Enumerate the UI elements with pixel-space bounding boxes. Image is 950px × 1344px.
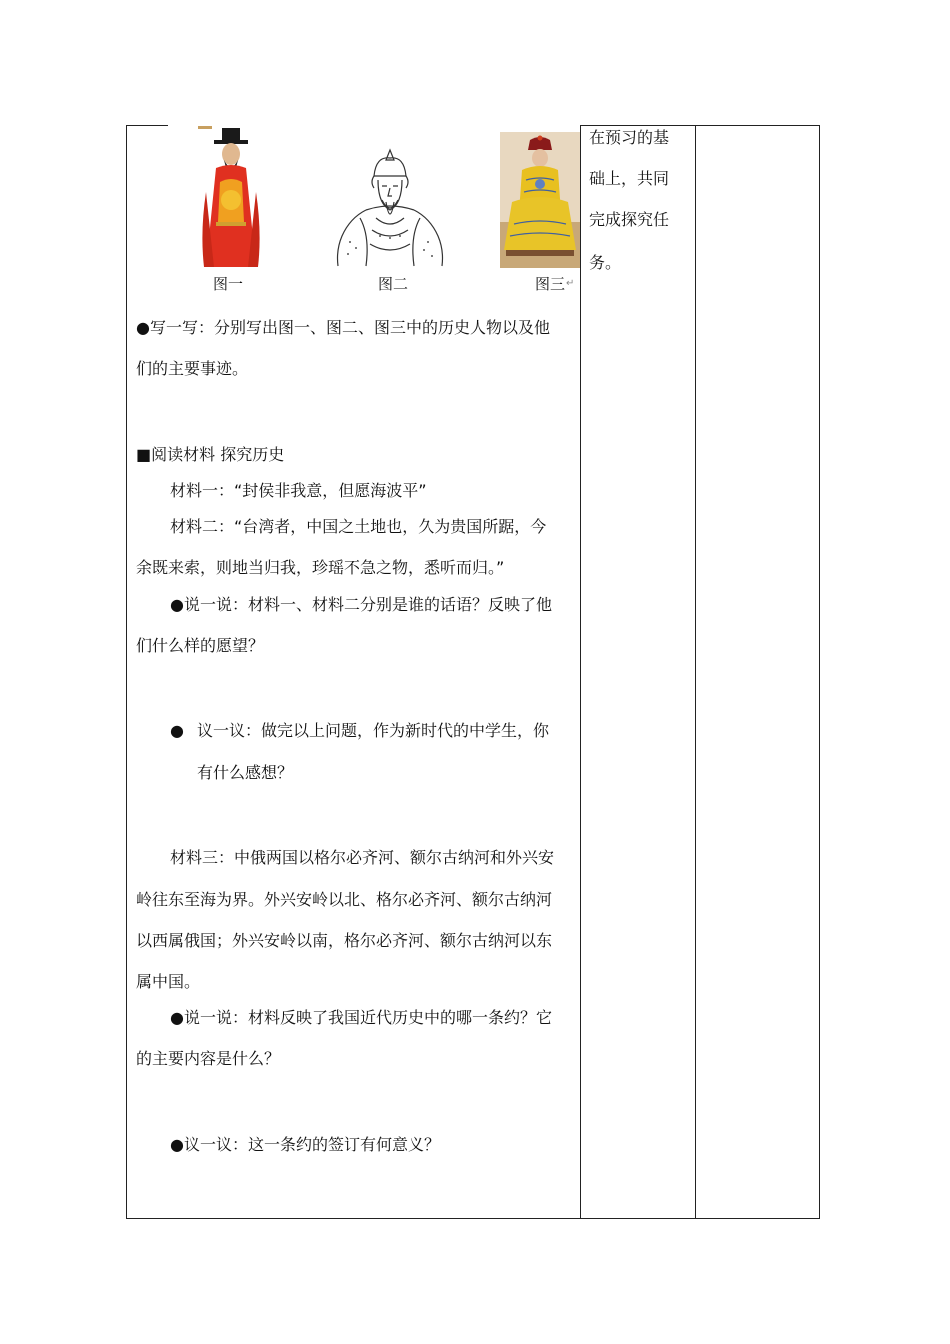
question-say-1-line-2: 们什么样的愿望？ xyxy=(136,636,265,655)
discuss-1-bullet: ● xyxy=(170,721,184,740)
material-3-line-4: 属中国。 xyxy=(136,972,201,991)
col2-line-3: 完成探究任 xyxy=(589,210,670,229)
table-divider-2 xyxy=(695,125,696,1219)
table-border-top-left xyxy=(126,125,168,126)
figure-2-drawing xyxy=(330,146,450,268)
section-heading: ■阅读材料 探究历史 xyxy=(136,445,285,464)
col2-line-1: 在预习的基 xyxy=(589,128,670,147)
figure-1-caption: 图一 xyxy=(213,275,244,293)
discuss-1-line-1: 议一议：做完以上问题，作为新时代的中学生，你 xyxy=(197,721,550,740)
table-border-right xyxy=(819,125,820,1219)
figure-2-caption: 图二 xyxy=(378,275,409,293)
question-say-2-line-2: 的主要内容是什么？ xyxy=(136,1049,281,1068)
figure-3-portrait xyxy=(500,132,580,268)
discuss-2: ●议一议：这一条约的签订有何意义？ xyxy=(170,1135,440,1154)
material-3-line-1: 材料三：中俄两国以格尔必齐河、额尔古纳河和外兴安 xyxy=(170,848,555,867)
table-border-top-right xyxy=(580,125,820,126)
material-2-line-1: 材料二：“台湾者，中国之土地也，久为贵国所踞，今 xyxy=(170,517,547,536)
figure-3-caption: 图三 xyxy=(535,275,566,293)
question-say-1-line-1: ●说一说：材料一、材料二分别是谁的话语？反映了他 xyxy=(170,595,552,614)
return-mark-icon: ↵ xyxy=(566,278,575,289)
table-divider-1 xyxy=(580,125,581,1219)
table-border-bottom xyxy=(126,1218,820,1219)
material-3-line-2: 岭往东至海为界。外兴安岭以北、格尔必齐河、额尔古纳河 xyxy=(136,890,553,909)
col2-line-2: 础上，共同 xyxy=(589,169,670,188)
discuss-1-line-2: 有什么感想？ xyxy=(197,763,294,782)
table-border-left xyxy=(126,125,127,1219)
question-say-2-line-1: ●说一说：材料反映了我国近代历史中的哪一条约？它 xyxy=(170,1008,552,1027)
figure-1-portrait xyxy=(190,122,270,272)
material-1: 材料一：“封侯非我意，但愿海波平” xyxy=(170,481,427,500)
material-2-line-2: 余既来索，则地当归我，珍瑶不急之物，悉听而归。” xyxy=(136,558,505,577)
material-3-line-3: 以西属俄国；外兴安岭以南，格尔必齐河、额尔古纳河以东 xyxy=(136,931,553,950)
task-write-line-2: 们的主要事迹。 xyxy=(136,359,249,378)
col2-line-4: 务。 xyxy=(589,253,622,272)
task-write-line-1: ●写一写：分别写出图一、图二、图三中的历史人物以及他 xyxy=(136,318,550,337)
